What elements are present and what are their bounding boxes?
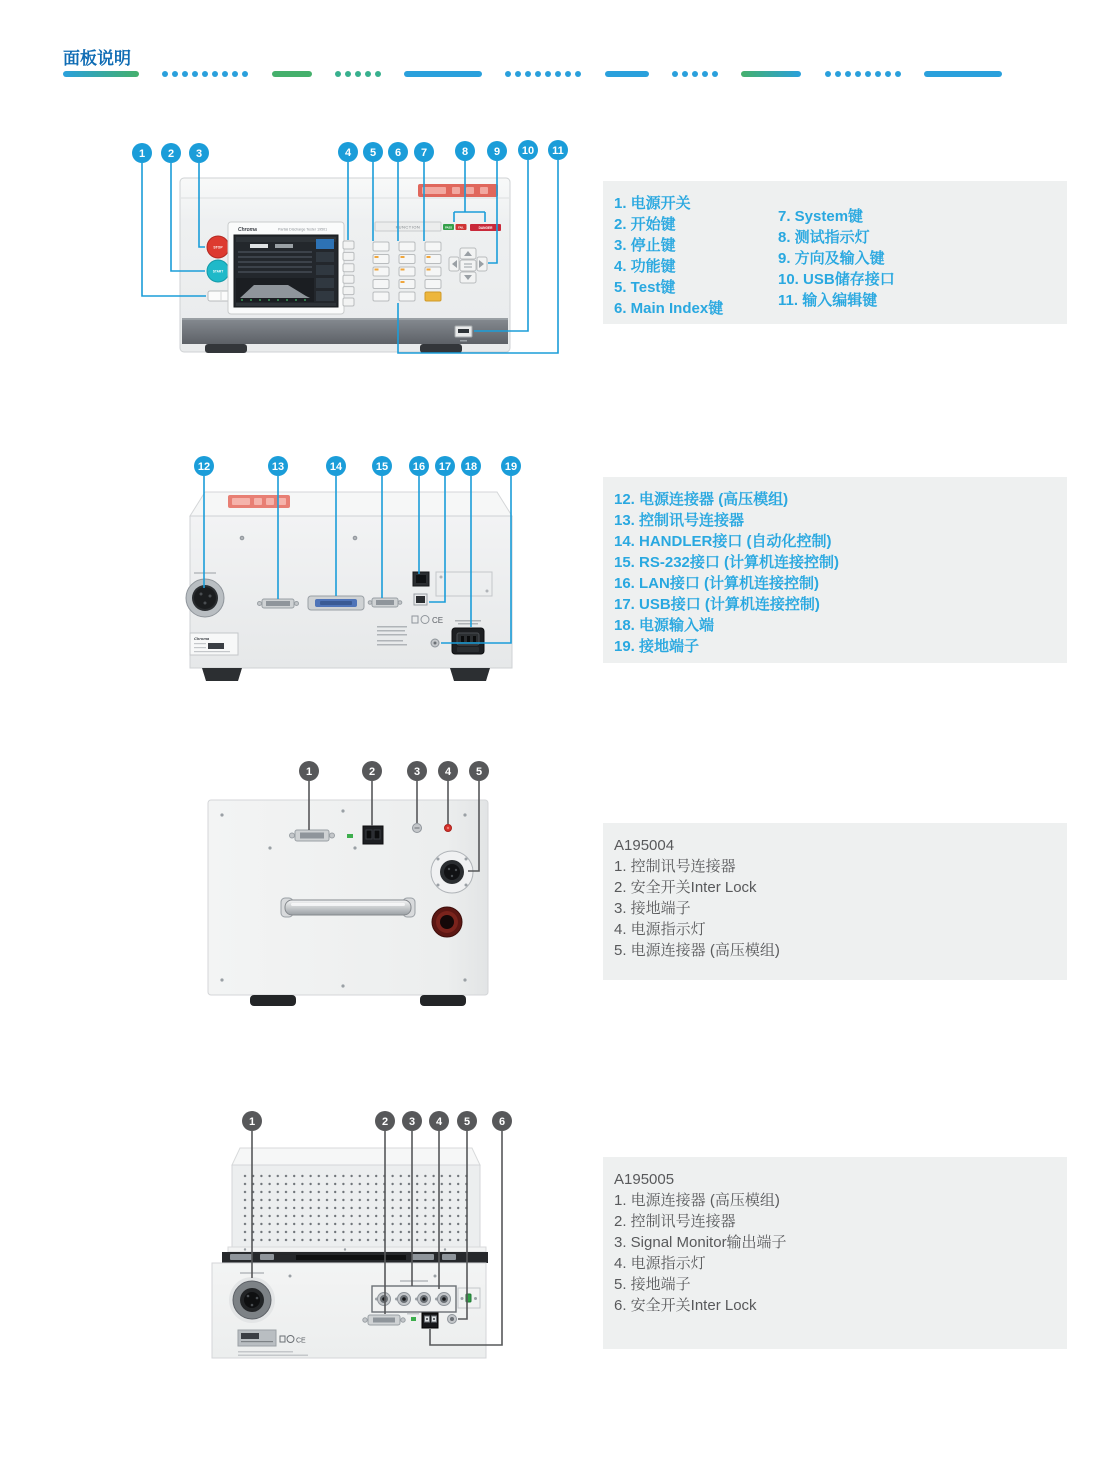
callout-8 xyxy=(455,141,475,161)
legend-item: 6. Main Index键 xyxy=(614,300,724,317)
svg-text:2: 2 xyxy=(167,148,175,160)
callout-11 xyxy=(548,140,568,160)
divider-bar xyxy=(404,71,482,77)
callout-13 xyxy=(268,456,288,476)
callouts-a195005 xyxy=(242,1111,512,1131)
svg-text:6: 6 xyxy=(498,1116,506,1128)
screw xyxy=(341,809,344,812)
ce-mark: CE xyxy=(296,1337,306,1345)
divider-dots xyxy=(335,71,381,77)
callout-3 xyxy=(402,1111,422,1131)
svg-text:1: 1 xyxy=(305,766,313,778)
legend-item: 5. 电源连接器 (高压模组) xyxy=(614,942,780,959)
callout-6 xyxy=(388,142,408,162)
legend-item: 11. 输入编辑键 xyxy=(778,292,878,309)
screw xyxy=(341,984,344,987)
legend-title: A195004 xyxy=(614,837,675,854)
callout-9 xyxy=(487,141,507,161)
page-title: 面板说明 xyxy=(63,49,131,68)
divider-dots xyxy=(672,71,718,77)
legend-col-2 xyxy=(778,206,895,311)
legend-item: 14. HANDLER接口 (自动化控制) xyxy=(614,533,832,550)
legend-item: 15. RS-232接口 (计算机连接控制) xyxy=(614,554,840,571)
callout-16 xyxy=(409,456,429,476)
function-label-bar xyxy=(375,222,441,231)
callout-4 xyxy=(338,142,358,162)
callouts-rear xyxy=(194,456,521,476)
svg-text:6: 6 xyxy=(394,147,402,159)
rear-panel-device xyxy=(186,492,512,681)
ledge xyxy=(228,1247,486,1252)
svg-text:12: 12 xyxy=(197,461,211,473)
legend-item: 18. 电源输入端 xyxy=(614,617,715,634)
callout-2 xyxy=(161,143,181,163)
foot-left xyxy=(250,995,296,1006)
nameplate xyxy=(190,633,238,655)
legend-item: 7. System键 xyxy=(778,208,864,225)
section-divider xyxy=(63,70,1002,77)
divider-dots xyxy=(162,71,248,77)
foot-left xyxy=(205,344,247,353)
legend-item: 8. 测试指示灯 xyxy=(778,229,870,246)
svg-text:3: 3 xyxy=(195,148,203,160)
foot-right xyxy=(420,344,462,353)
svg-text:3: 3 xyxy=(413,766,421,778)
svg-text:DANGER: DANGER xyxy=(478,226,493,230)
legend-item: 2. 控制讯号连接器 xyxy=(614,1213,736,1230)
ground-terminal xyxy=(431,639,439,647)
legend-a195005 xyxy=(603,1157,1067,1349)
legend-item: 3. 接地端子 xyxy=(614,900,691,917)
svg-text:17: 17 xyxy=(438,461,452,473)
divider-bar xyxy=(924,71,1002,77)
divider-bar xyxy=(63,71,139,77)
callout-14 xyxy=(326,456,346,476)
interlock-terminal xyxy=(422,1313,438,1328)
legend-item: 17. USB接口 (计算机连接控制) xyxy=(614,596,820,613)
legend-item: 9. 方向及输入键 xyxy=(778,250,885,267)
legend-item: 12. 电源连接器 (高压模组) xyxy=(614,491,789,508)
top-warning-label xyxy=(418,184,498,197)
legend-rear-panel xyxy=(603,477,1067,663)
svg-text:4: 4 xyxy=(444,766,452,778)
svg-text:5: 5 xyxy=(463,1116,471,1128)
screw xyxy=(220,978,223,981)
callout-5 xyxy=(457,1111,477,1131)
callouts-a195004 xyxy=(299,761,489,781)
svg-text:11: 11 xyxy=(552,145,564,157)
control-signal-connector xyxy=(258,599,299,608)
callouts-front xyxy=(132,140,568,163)
screw xyxy=(353,536,357,540)
enter-key xyxy=(425,292,441,301)
callout-7 xyxy=(414,142,434,162)
screen-waveform xyxy=(236,278,314,302)
screw xyxy=(220,813,223,816)
a195004-device xyxy=(208,800,488,1006)
svg-text:Chroma: Chroma xyxy=(194,636,210,641)
svg-text:8: 8 xyxy=(461,146,469,158)
callout-1 xyxy=(299,761,319,781)
foot-right xyxy=(420,995,466,1006)
screw xyxy=(463,978,466,981)
svg-text:FAIL: FAIL xyxy=(458,226,464,230)
callout-12 xyxy=(194,456,214,476)
svg-text:18: 18 xyxy=(464,461,478,473)
ce-mark: CE xyxy=(432,616,444,625)
green-led xyxy=(347,834,353,838)
lan-port xyxy=(413,572,429,586)
legend-item: 19. 接地端子 xyxy=(614,638,700,655)
foot-right xyxy=(450,668,490,681)
screw xyxy=(463,813,466,816)
legend-item: 2. 开始键 xyxy=(614,216,676,233)
callout-1 xyxy=(242,1111,262,1131)
callout-2 xyxy=(362,761,382,781)
handler-connector xyxy=(308,596,364,610)
svg-text:7: 7 xyxy=(420,147,428,159)
legend-a195004 xyxy=(603,823,1067,980)
legend-item: 13. 控制讯号连接器 xyxy=(614,512,745,529)
stop-button xyxy=(207,236,229,258)
figure-front-panel xyxy=(120,138,590,378)
svg-text:10: 10 xyxy=(521,145,535,157)
svg-text:5: 5 xyxy=(369,147,377,159)
legend-item: 3. Signal Monitor输出端子 xyxy=(614,1234,787,1251)
figure-a195004 xyxy=(195,758,525,1018)
legend-item: 5. 接地端子 xyxy=(614,1276,691,1293)
ground-terminal xyxy=(448,1315,457,1324)
svg-text:14: 14 xyxy=(329,461,343,473)
svg-text:2: 2 xyxy=(381,1116,389,1128)
callout-3 xyxy=(189,143,209,163)
screw xyxy=(268,846,271,849)
svg-text:5: 5 xyxy=(475,766,483,778)
red-connector xyxy=(432,907,462,937)
a195005-device xyxy=(212,1148,488,1358)
display-bezel xyxy=(228,222,344,314)
legend-item: 5. Test键 xyxy=(614,279,676,296)
legend-item: 4. 电源指示灯 xyxy=(614,1255,706,1272)
screen-menu-column xyxy=(316,239,334,301)
svg-text:PASS: PASS xyxy=(445,226,452,230)
keypad xyxy=(373,242,441,301)
legend-title: A195005 xyxy=(614,1171,675,1188)
callout-19 xyxy=(501,456,521,476)
callout-15 xyxy=(372,456,392,476)
callout-4 xyxy=(429,1111,449,1131)
legend-item: 1. 电源连接器 (高压模组) xyxy=(614,1192,780,1209)
callout-10 xyxy=(518,140,538,160)
callout-2 xyxy=(375,1111,395,1131)
callout-3 xyxy=(407,761,427,781)
interlock-switch xyxy=(363,826,383,844)
legend-item: 2. 安全开关Inter Lock xyxy=(614,879,757,896)
handle xyxy=(281,898,415,917)
mid-band xyxy=(222,1252,488,1263)
start-button xyxy=(207,260,229,282)
svg-text:START: START xyxy=(212,269,224,274)
legend-item: 6. 安全开关Inter Lock xyxy=(614,1297,757,1314)
svg-text:16: 16 xyxy=(412,461,426,473)
legend-item: 10. USB储存接口 xyxy=(778,271,895,288)
callout-4 xyxy=(438,761,458,781)
svg-text:19: 19 xyxy=(504,461,518,473)
callout-5 xyxy=(469,761,489,781)
svg-text:2: 2 xyxy=(368,766,376,778)
svg-text:4: 4 xyxy=(435,1116,443,1128)
hv-power-connector xyxy=(431,851,473,893)
callout-6 xyxy=(492,1111,512,1131)
legend-item: 1. 电源开关 xyxy=(614,195,691,212)
legend-front-panel xyxy=(603,181,1067,324)
callout-18 xyxy=(461,456,481,476)
svg-text:13: 13 xyxy=(271,461,285,473)
test-indicators xyxy=(443,224,501,231)
svg-text:3: 3 xyxy=(408,1116,416,1128)
callout-17 xyxy=(435,456,455,476)
enter-center-key xyxy=(460,260,476,271)
divider-dots xyxy=(505,71,581,77)
callout-1 xyxy=(132,143,152,163)
legend-item: 16. LAN接口 (计算机连接控制) xyxy=(614,575,820,592)
ground-terminal xyxy=(413,824,422,833)
power-indicator-led xyxy=(445,825,452,832)
divider-dots xyxy=(825,71,901,77)
svg-text:STOP: STOP xyxy=(213,245,223,250)
svg-text:4: 4 xyxy=(344,147,352,159)
brand-logo: Chroma xyxy=(238,227,257,233)
legend-item: 4. 功能键 xyxy=(614,258,676,275)
legend-item: 4. 电源指示灯 xyxy=(614,921,706,938)
divider-bar xyxy=(272,71,312,77)
svg-text:1: 1 xyxy=(248,1116,256,1128)
control-signal-connector xyxy=(290,830,335,841)
usb-b-port xyxy=(414,594,427,605)
divider-bar xyxy=(741,71,801,77)
vent-holes xyxy=(240,1171,472,1247)
front-panel-device xyxy=(180,178,510,353)
foot-left xyxy=(202,668,242,681)
svg-text:FUNCTION: FUNCTION xyxy=(395,224,421,230)
rear-warning-label xyxy=(228,495,290,508)
legend-item: 3. 停止键 xyxy=(614,237,676,254)
model-title: Partial Discharge Tester 19501 xyxy=(278,227,328,232)
svg-text:15: 15 xyxy=(375,461,389,473)
divider-bar xyxy=(605,71,649,77)
figure-rear-panel xyxy=(150,450,570,695)
screw xyxy=(240,536,244,540)
callout-5 xyxy=(363,142,383,162)
rs232-connector xyxy=(368,598,402,607)
svg-text:9: 9 xyxy=(493,146,501,158)
svg-text:1: 1 xyxy=(138,148,146,160)
figure-a195005 xyxy=(200,1108,540,1368)
legend-item: 1. 控制讯号连接器 xyxy=(614,858,736,875)
screw xyxy=(353,846,356,849)
control-signal-connector xyxy=(363,1315,405,1325)
top-face xyxy=(232,1148,480,1165)
